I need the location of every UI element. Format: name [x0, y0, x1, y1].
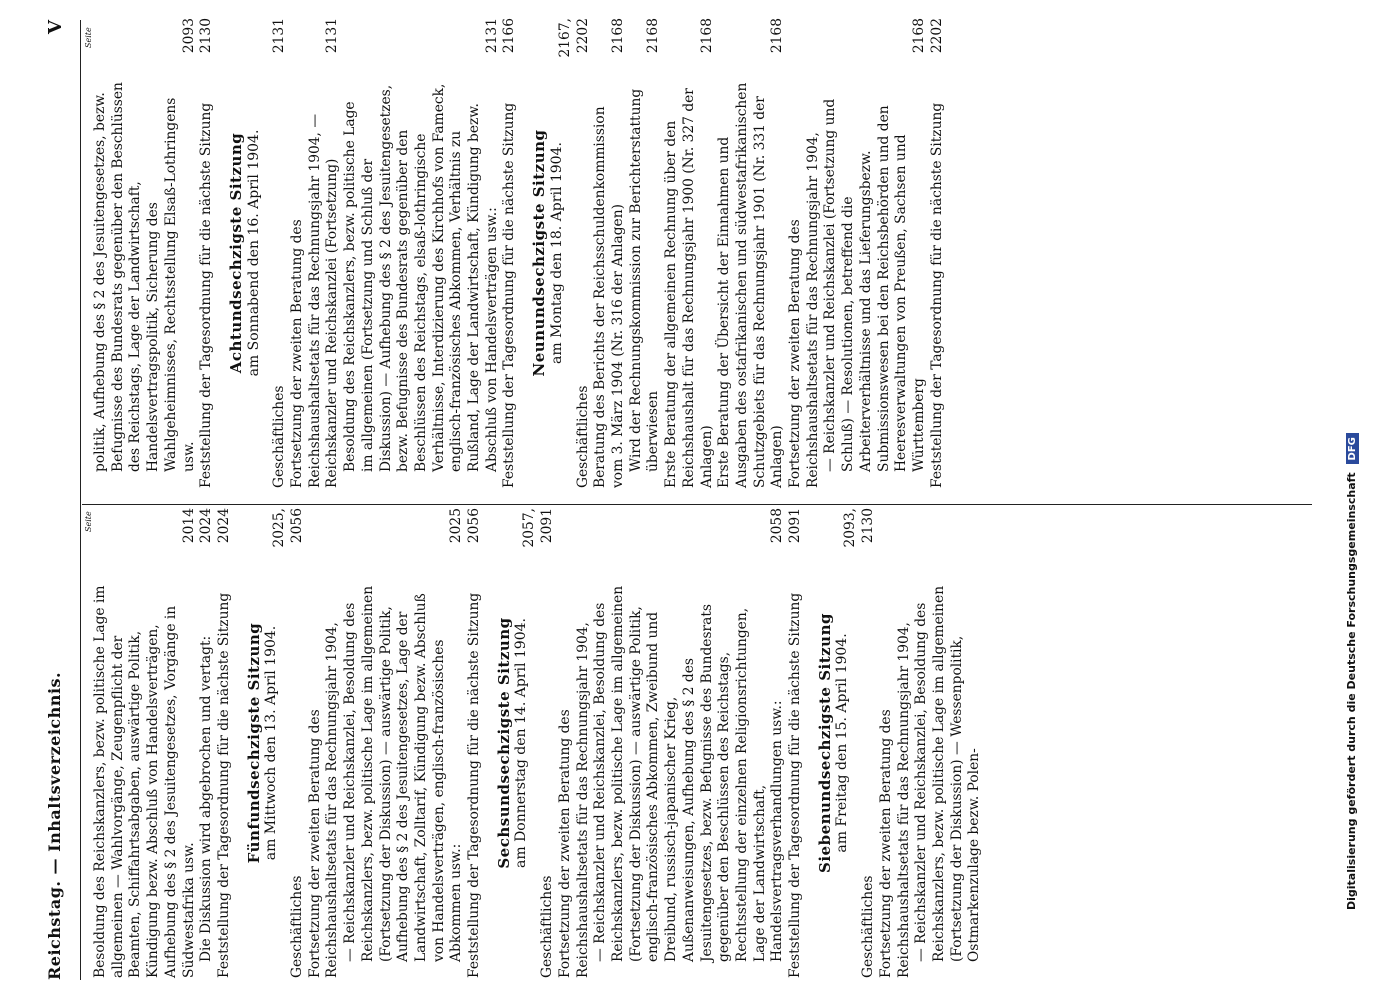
entry-text: Fortsetzung der zweiten Beratung des Reichshaushaltsetats für das Rechnungsjahr 1904,	[556, 622, 591, 978]
toc-entry	[289, 18, 342, 488]
toc-entry	[466, 508, 484, 978]
entry-page: 2167, 2202	[556, 18, 591, 58]
entry-text: Geschäftliches	[574, 385, 591, 488]
toc-entry	[913, 508, 984, 978]
entry-text: Erste Beratung der allgemeinen Rechnung über den Reichshaushalt für das Rechnungsjahr 1900 (Nr. 327 der Anlagen)	[663, 88, 715, 488]
entry-text: Feststellung der Tagesordnung für die nächste Sitzung	[198, 102, 215, 488]
entry-text: Besoldung des Reichskanzlers, bezw. politische Lage im allgemeinen — Wahlvorgänge, Zeugenpflicht der Beamten, Schiffahrtsabgaben, auswärtige Politik, Kündigung bezw. Abschluß von Handelsverträgen, Aufhebung des § 2 des Jesuitengesetzes, Vorgänge in Südwestafrika usw.	[92, 585, 197, 978]
entry-text: Feststellung der Tagesordnung für die nächste Sitzung	[466, 592, 483, 978]
entry-text: — Reichskanzler und Reichskanzlei (Fortsetzung und Schluß) — Resolutionen, betreffend die Arbeiterverhältnisse und das Lieferungsbezw. Submissionswesen bei den Reichsbehörden und den Heeresverwaltungen von Preußen, Sachsen und Württemberg	[822, 98, 927, 472]
entry-text: Die Diskussion wird abgebrochen und vertagt:	[198, 635, 215, 962]
entry-text: Feststellung der Tagesordnung für die nächste Sitzung	[787, 592, 804, 978]
seite-label-right: Seite	[84, 27, 93, 48]
toc-entry	[592, 508, 787, 978]
entry-page: 2057, 2091	[521, 508, 556, 548]
entry-page: 2093, 2130	[842, 508, 877, 548]
session-title: Neunundsechzigste Sitzung	[530, 129, 549, 377]
entry-text: Geschäftliches	[539, 875, 556, 978]
entry-text: Geschäftliches	[860, 875, 877, 978]
toc-entry	[307, 508, 342, 978]
column-divider	[82, 504, 1312, 505]
toc-entry	[92, 508, 198, 978]
entry-text: Besoldung des Reichskanzlers, bezw. politische Lage im allgemeinen (Fortsetzung und Schluß der Diskussion) — Aufhebung des § 2 des Jesuitengesetzes, bezw. Befugnisse des Bundesrats gegenüber den Beschlüssen des Reichstags, elsaß-lothringische Verhältnisse, Interdizierung des Kirchhofs von Fameck, englisch-französisches Abkommen, Verhältnis zu Rußland, Lage der Landwirtschaft, Kündigung bezw. Abschluß von Handelsverträgen usw.:	[342, 83, 500, 472]
entry-text: Fortsetzung der zweiten Beratung des Reichshaushaltsetats für das Rechnungsjahr 1904,	[877, 622, 912, 978]
entry-text: Feststellung der Tagesordnung für die nächste Sitzung	[928, 102, 945, 488]
page-number: V	[45, 20, 66, 34]
toc-entry	[271, 18, 289, 488]
header-title: Reichstag. — Inhaltsverzeichnis.	[45, 671, 64, 980]
entry-text: Fortsetzung der zweiten Beratung des Reichshaushaltsetats für das Rechnungsjahr 1904,	[787, 132, 821, 488]
toc-entry	[198, 18, 216, 488]
entry-page: 2168	[769, 18, 786, 54]
session-date: am Donnerstag den 14. April 1904.	[513, 618, 530, 868]
entry-text: — Reichskanzler und Reichskanzlei, Besoldung des Reichskanzlers, bezw. politische Lage im allgemeinen (Fortsetzung der Diskussion) — Wessenpolitik, Ostmarkenzulage bezw. Polen-	[913, 585, 983, 962]
dfg-logo: DFG	[1346, 433, 1359, 464]
funding-note	[1345, 80, 1375, 910]
entry-text: Geschäftliches	[289, 875, 306, 978]
toc-entry	[663, 18, 716, 488]
left-column	[92, 508, 984, 978]
session-title: Achtundsechzigste Sitzung	[226, 132, 245, 374]
toc-entry	[716, 18, 787, 488]
toc-entry	[342, 508, 466, 978]
entry-page: 2131	[483, 18, 500, 54]
entry-page: 2168	[609, 18, 626, 54]
entry-page: 2024	[215, 508, 232, 544]
page-header	[45, 20, 67, 980]
entry-page: 2091	[787, 508, 804, 544]
session-date: am Sonnabend den 16. April 1904.	[245, 129, 262, 377]
right-cont	[92, 18, 216, 488]
toc-entry	[787, 508, 805, 978]
toc-entry	[628, 18, 663, 488]
entry-page: 2025, 2056	[271, 508, 306, 548]
entry-text: Wird der Rechnungskommission zur Berichterstattung überwiesen	[627, 88, 662, 472]
entry-page: 2131	[271, 18, 288, 54]
entry-text: Erste Beratung der Übersicht der Einnahmen und Ausgaben des ostafrikanischen und südwestafrikanischen Schutzgebiets für das Rechnungsjahr 1901 (Nr. 331 der Anlagen)	[716, 82, 786, 488]
toc-entry	[342, 18, 501, 488]
entry-page: 2130	[198, 18, 215, 54]
entry-page: 2024	[198, 508, 215, 544]
entry-page: 2168	[698, 18, 715, 54]
entry-page: 2093	[180, 18, 197, 54]
toc-entry	[216, 508, 234, 978]
entry-page: 2014	[180, 508, 197, 544]
toc-entry	[501, 18, 519, 488]
toc-entry	[878, 508, 913, 978]
entry-page: 2131	[324, 18, 341, 54]
entry-page: 2058	[769, 508, 786, 544]
entry-page: 2166	[501, 18, 518, 54]
toc-entry	[198, 508, 216, 978]
session-title: Fünfundsechzigste Sitzung	[244, 622, 263, 864]
entry-text: — Reichskanzler und Reichskanzlei, Besoldung des Reichskanzlers, bezw. politische Lage im allgemeinen (Fortsetzung der Diskussion) — auswärtige Politik, englisch-französisches Abkommen, Zweibund und Dreibund, russisch-japanischer Krieg, Außenanweisungen, Aufhebung des § 2 des Jesuitengesetzes, bezw. Befugnisse des Bundesrats gegenüber den Beschlüssen des Reichstags, Rechtsstellung der einzelnen Religionsrichtungen, Lage der Landwirtschaft, Handelsvertragsverhandlungen usw.:	[592, 585, 786, 962]
entry-page: 2025	[448, 508, 465, 544]
right-column	[92, 18, 946, 488]
toc-entry	[787, 18, 822, 488]
entry-text: Geschäftliches	[271, 385, 288, 488]
entry-text: Feststellung der Tagesordnung für die nächste Sitzung	[501, 102, 518, 488]
entry-page: 2202	[928, 18, 945, 54]
entry-text: Beratung des Berichts der Reichsschuldenkommission vom 3. März 1904 (Nr. 316 der Anlagen)	[592, 106, 626, 488]
toc-entry	[822, 18, 928, 488]
entry-text: Feststellung der Tagesordnung für die nächste Sitzung	[215, 592, 232, 978]
entry-text: Fortsetzung der zweiten Beratung des Reichshaushaltsetats für das Rechnungsjahr 1904,	[306, 622, 341, 978]
entry-page: 2168	[910, 18, 927, 54]
session-items	[271, 18, 519, 488]
session-date: am Mittwoch den 13. April 1904.	[263, 625, 280, 861]
entry-text: Fortsetzung der zweiten Beratung des Reichshaushaltsetats für das Rechnungsjahr 1904, — Reichskanzler und Reichskanzlei (Fortsetzung)	[289, 113, 341, 488]
funding-text: Digitalisierung gefördert durch die Deutsche Forschungsgemeinschaft	[1345, 472, 1358, 910]
session-title: Siebenundsechzigste Sitzung	[815, 613, 834, 873]
toc-entry	[592, 18, 627, 488]
seite-label-left: Seite	[84, 511, 93, 532]
session-date: am Montag den 18. April 1904.	[548, 142, 565, 364]
session-title: Sechsundsechzigste Sitzung	[494, 617, 513, 869]
session-date: am Freitag den 15. April 1904.	[834, 633, 851, 853]
toc-entry	[92, 18, 198, 488]
entry-text: — Reichskanzler und Reichskanzlei, Besoldung des Reichskanzlers, bezw. politische Lage im allgemeinen (Fortsetzung der Diskussion) — auswärtige Politik, Aufhebung des § 2 des Jesuitengesetzes, Lage der Landwirtschaft, Zolltarif, Kündigung bezw. Abschluß von Handelsverträgen, englisch-französisches Abkommen usw.:	[342, 585, 465, 962]
left-cont	[92, 508, 234, 978]
header-rule	[80, 20, 81, 980]
toc-entry	[557, 508, 592, 978]
entry-page: 2168	[645, 18, 662, 54]
toc-entry	[929, 18, 947, 488]
entry-page: 2056	[466, 508, 483, 544]
entry-text: politik, Aufhebung des § 2 des Jesuitengesetzes, bezw. Befugnisse des Bundesrats gegenüber den Beschlüssen des Reichstags, Lage der Landwirtschaft, Handelsvertragspolitik, Sicherung des Wahlgeheimnisses, Rechtsstellung Elsaß-Lothringens usw.	[92, 82, 197, 472]
